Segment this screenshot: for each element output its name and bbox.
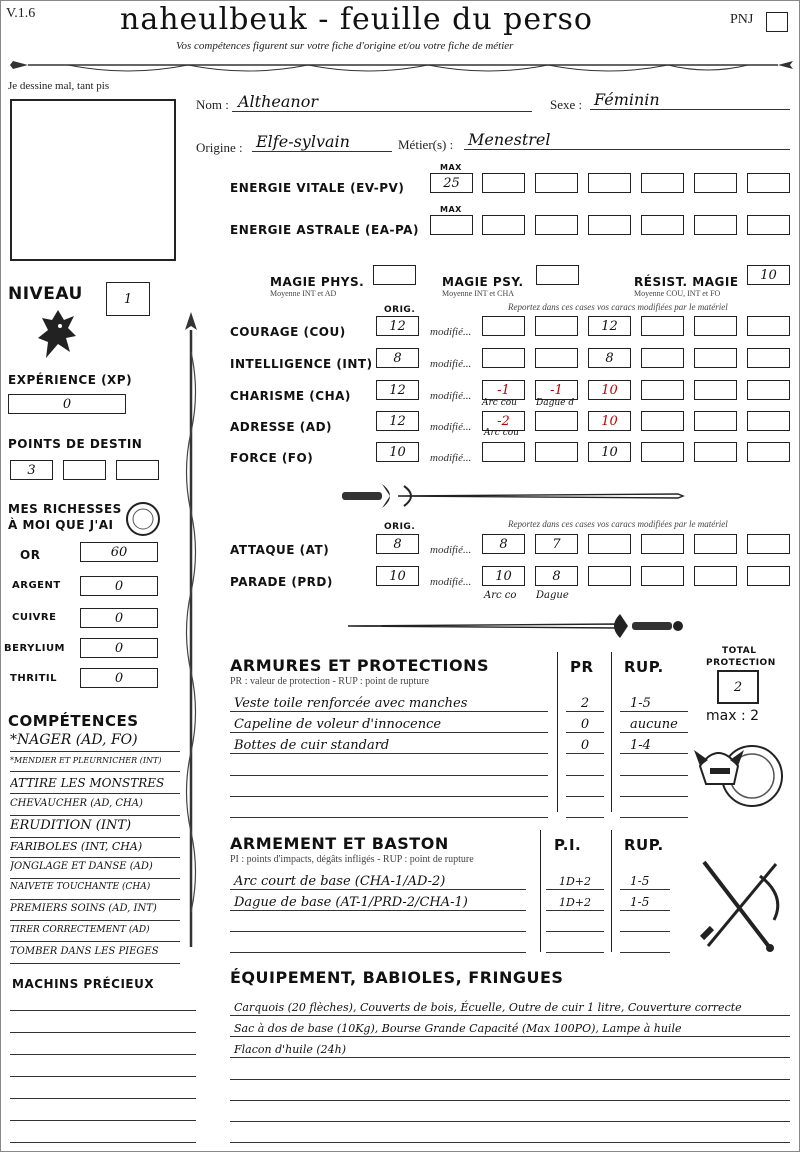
- arme-pi[interactable]: [546, 933, 604, 953]
- armures-col-sep: [557, 652, 558, 812]
- armure-rup[interactable]: [620, 756, 688, 776]
- prd-mod-2[interactable]: 8: [535, 566, 578, 586]
- armure-pr[interactable]: [566, 777, 604, 797]
- cou-mod-5[interactable]: [694, 316, 737, 336]
- ea-box-4[interactable]: [588, 215, 631, 235]
- page-subtitle: Vos compétences figurent sur votre fiche d'origine et/ou votre fiche de métier: [176, 40, 514, 52]
- ea-label: ENERGIE ASTRALE (EA-PA): [230, 223, 419, 237]
- thritil-box[interactable]: 0: [80, 668, 158, 688]
- equipement-line[interactable]: Sac à dos de base (10Kg), Bourse Grande Capacité (Max 100PO), Lampe à huile: [230, 1017, 790, 1037]
- armure-rup[interactable]: 1-4: [620, 734, 688, 754]
- resist-magie-label: RÉSIST. MAGIE: [634, 275, 739, 289]
- arme-rup[interactable]: [620, 933, 670, 953]
- machins-line[interactable]: [10, 993, 196, 1011]
- cou-mod-4[interactable]: [641, 316, 684, 336]
- at-mod-4[interactable]: [641, 534, 684, 554]
- magie-psy-box[interactable]: [536, 265, 579, 285]
- magie-psy-label: MAGIE PSY.: [442, 275, 524, 289]
- cha-orig-box[interactable]: 12: [376, 380, 419, 400]
- dragon-icon: [36, 306, 80, 364]
- berylium-box[interactable]: 0: [80, 638, 158, 658]
- combat-report-note: Reportez dans ces cases vos caracs modifiées par le matériel: [508, 519, 728, 529]
- cou-label: COURAGE (COU): [230, 325, 346, 339]
- armures-rup-header: RUP.: [624, 658, 664, 676]
- sexe-label: Sexe :: [550, 97, 583, 112]
- fo-final[interactable]: 10: [588, 442, 631, 462]
- destin-box-1[interactable]: 3: [10, 460, 53, 480]
- prd-mod-3[interactable]: [588, 566, 631, 586]
- machins-line[interactable]: [10, 1103, 196, 1121]
- at-mod-2[interactable]: 7: [535, 534, 578, 554]
- helmet-shield-icon: [690, 726, 790, 822]
- ad-mod-2[interactable]: [535, 411, 578, 431]
- armement-sub: PI : points d'impacts, dégâts infligés - RUP : point de rupture: [230, 854, 474, 865]
- niveau-label: NIVEAU: [8, 284, 83, 304]
- ad-orig-box[interactable]: 12: [376, 411, 419, 431]
- ev-max-label: MAX: [440, 163, 462, 172]
- prd-orig-box[interactable]: 10: [376, 566, 419, 586]
- ea-box-6[interactable]: [694, 215, 737, 235]
- total-protection-label: TOTAL: [722, 646, 757, 656]
- armement-pi-header: P.I.: [554, 836, 582, 854]
- richesses-label-1: MES RICHESSES: [8, 502, 122, 516]
- arme-rup[interactable]: [620, 912, 670, 932]
- version: V.1.6: [6, 6, 36, 21]
- arme-pi[interactable]: 1D+2: [546, 891, 604, 911]
- magie-psy-sub: Moyenne INT et CHA: [442, 289, 515, 298]
- sexe-field[interactable]: Féminin: [590, 90, 790, 110]
- competence-item[interactable]: ÉRUDITION (INT): [10, 818, 180, 838]
- magie-phys-label: MAGIE PHYS.: [270, 275, 365, 289]
- argent-box[interactable]: 0: [80, 576, 158, 596]
- ad-modifie: modifié...: [430, 421, 472, 433]
- richesses-label-2: À MOI QUE J'AI: [8, 518, 114, 532]
- origine-field[interactable]: Elfe-sylvain: [252, 132, 392, 152]
- cha-final[interactable]: 10: [588, 380, 631, 400]
- or-label: OR: [20, 548, 41, 562]
- caracs-orig-label: ORIG.: [384, 305, 416, 315]
- machins-line[interactable]: [10, 1015, 196, 1033]
- fo-mod-2[interactable]: [535, 442, 578, 462]
- arme-row[interactable]: [230, 912, 526, 932]
- destin-box-3[interactable]: [116, 460, 159, 480]
- spear-vertical: [178, 312, 204, 952]
- total-protection-label: PROTECTION: [706, 658, 776, 668]
- spear-divider: [8, 55, 793, 79]
- ad-label: ADRESSE (AD): [230, 420, 333, 434]
- cou-final[interactable]: 12: [588, 316, 631, 336]
- competence-item[interactable]: FARIBOLES (INT, CHA): [10, 840, 180, 858]
- at-mod-6[interactable]: [747, 534, 790, 554]
- resist-magie-sub: Moyenne COU, INT et FO: [634, 289, 721, 298]
- ea-box[interactable]: [430, 215, 473, 235]
- equipement-line[interactable]: [230, 1060, 790, 1080]
- ev-box-7[interactable]: [747, 173, 790, 193]
- competence-item[interactable]: TIRER CORRECTEMENT (AD): [10, 925, 180, 942]
- ev-label: ENERGIE VITALE (EV-PV): [230, 181, 405, 195]
- equipement-line[interactable]: [230, 1123, 790, 1143]
- int-mod-5[interactable]: [694, 348, 737, 368]
- armure-row[interactable]: [230, 777, 548, 797]
- prd-mod-1[interactable]: 10: [482, 566, 525, 586]
- equipement-title: ÉQUIPEMENT, BABIOLES, FRINGUES: [230, 968, 564, 987]
- resist-magie-box[interactable]: 10: [747, 265, 790, 285]
- ea-box-5[interactable]: [641, 215, 684, 235]
- cuivre-label: CUIVRE: [12, 612, 57, 623]
- sword-icon: [338, 608, 688, 644]
- cha-mod-1[interactable]: -1: [482, 380, 525, 400]
- cou-mod-1[interactable]: [482, 316, 525, 336]
- cha-mod-5[interactable]: [694, 380, 737, 400]
- armures-sub: PR : valeur de protection - RUP : point de rupture: [230, 676, 430, 687]
- magie-phys-sub: Moyenne INT et AD: [270, 289, 337, 298]
- cou-mod-2[interactable]: [535, 316, 578, 336]
- prd-mod-6[interactable]: [747, 566, 790, 586]
- competence-item[interactable]: CHEVAUCHER (AD, CHA): [10, 798, 180, 816]
- at-modifie: modifié...: [430, 544, 472, 556]
- ad-mod-6[interactable]: [747, 411, 790, 431]
- prd-mod-4[interactable]: [641, 566, 684, 586]
- ev-box-5[interactable]: [641, 173, 684, 193]
- fo-orig-box[interactable]: 10: [376, 442, 419, 462]
- combat-note-2: Dague: [536, 590, 569, 601]
- cuivre-box[interactable]: 0: [80, 608, 158, 628]
- arme-pi[interactable]: [546, 912, 604, 932]
- combat-orig-label: ORIG.: [384, 522, 416, 532]
- at-mod-1[interactable]: 8: [482, 534, 525, 554]
- or-box[interactable]: 60: [80, 542, 158, 562]
- cha-mod-4[interactable]: [641, 380, 684, 400]
- thritil-label: THRITIL: [10, 673, 58, 684]
- cha-label: CHARISME (CHA): [230, 389, 351, 403]
- at-orig-box[interactable]: 8: [376, 534, 419, 554]
- armement-title: ARMEMENT ET BASTON: [230, 834, 449, 853]
- armure-pr[interactable]: 2: [566, 692, 604, 712]
- int-modifie: modifié...: [430, 358, 472, 370]
- armure-row[interactable]: [230, 798, 548, 818]
- armement-col-sep: [540, 830, 541, 952]
- at-label: ATTAQUE (AT): [230, 543, 330, 557]
- armures-title: ARMURES ET PROTECTIONS: [230, 656, 489, 675]
- cha-mod-2[interactable]: -1: [535, 380, 578, 400]
- ad-mod-4[interactable]: [641, 411, 684, 431]
- caracs-report-note: Reportez dans ces cases vos caracs modifiées par le matériel: [508, 302, 728, 312]
- arme-pi[interactable]: 1D+2: [546, 870, 604, 890]
- ea-max-label: MAX: [440, 205, 462, 214]
- ea-box-2[interactable]: [482, 215, 525, 235]
- weapons-icon: [690, 856, 790, 956]
- at-mod-3[interactable]: [588, 534, 631, 554]
- page-title: naheulbeuk - feuille du perso: [120, 2, 593, 37]
- pnj-checkbox[interactable]: [766, 12, 788, 32]
- ad-final[interactable]: 10: [588, 411, 631, 431]
- armures-col-sep: [611, 652, 612, 812]
- cou-mod-6[interactable]: [747, 316, 790, 336]
- armure-pr[interactable]: 0: [566, 713, 604, 733]
- combat-note-1: Arc co: [484, 590, 517, 601]
- armure-pr[interactable]: [566, 798, 604, 818]
- ad-mod-5[interactable]: [694, 411, 737, 431]
- competence-item[interactable]: JONGLAGE ET DANSE (AD): [10, 861, 180, 879]
- machins-line[interactable]: [10, 1037, 196, 1055]
- at-mod-5[interactable]: [694, 534, 737, 554]
- sword-icon: [338, 478, 688, 514]
- pnj-label: PNJ: [730, 12, 754, 27]
- armure-pr[interactable]: [566, 756, 604, 776]
- ev-box-6[interactable]: [694, 173, 737, 193]
- ev-box-4[interactable]: [588, 173, 631, 193]
- argent-label: ARGENT: [12, 580, 61, 591]
- fo-mod-4[interactable]: [641, 442, 684, 462]
- competence-item[interactable]: *NAGER (AD, FO): [10, 732, 180, 752]
- ad-mod-1[interactable]: -2: [482, 411, 525, 431]
- competence-item[interactable]: *MENDIER ET PLEURNICHER (INT): [10, 756, 180, 772]
- int-mod-4[interactable]: [641, 348, 684, 368]
- total-protection-box[interactable]: 2: [717, 670, 759, 704]
- competence-item[interactable]: ATTIRE LES MONSTRES: [10, 776, 180, 794]
- machins-line[interactable]: [10, 1059, 196, 1077]
- cou-modifie: modifié...: [430, 326, 472, 338]
- arme-rup[interactable]: 1-5: [620, 870, 670, 890]
- equipement-line[interactable]: [230, 1081, 790, 1101]
- ev-box-3[interactable]: [535, 173, 578, 193]
- machins-title: MACHINS PRÉCIEUX: [12, 977, 155, 991]
- armure-pr[interactable]: 0: [566, 734, 604, 754]
- niveau-box[interactable]: 1: [106, 282, 150, 316]
- magie-phys-box[interactable]: [373, 265, 416, 285]
- armure-rup[interactable]: [620, 777, 688, 797]
- total-protection-max: max : 2: [706, 708, 760, 724]
- destin-label: POINTS DE DESTIN: [8, 437, 143, 451]
- int-orig-box[interactable]: 8: [376, 348, 419, 368]
- xp-label: EXPÉRIENCE (XP): [8, 373, 133, 387]
- int-final[interactable]: 8: [588, 348, 631, 368]
- cou-orig-box[interactable]: 12: [376, 316, 419, 336]
- arme-row[interactable]: [230, 933, 526, 953]
- portrait-label: Je dessine mal, tant pis: [8, 80, 110, 92]
- cha-modifie: modifié...: [430, 390, 472, 402]
- metier-label: Métier(s) :: [398, 137, 454, 152]
- metier-field[interactable]: Menestrel: [464, 130, 790, 150]
- berylium-label: BERYLIUM: [4, 643, 66, 654]
- nom-label: Nom :: [196, 97, 229, 112]
- portrait-box[interactable]: [10, 99, 176, 261]
- int-label: INTELLIGENCE (INT): [230, 357, 373, 371]
- arme-rup[interactable]: 1-5: [620, 891, 670, 911]
- armure-rup[interactable]: aucune: [620, 713, 688, 733]
- equipement-line[interactable]: Carquois (20 flèches), Couverts de bois, Écuelle, Outre de cuir 1 litre, Couverture correcte: [230, 996, 790, 1016]
- int-mod-1[interactable]: [482, 348, 525, 368]
- coin-icon: [124, 500, 162, 538]
- equipement-line[interactable]: Flacon d'huile (24h): [230, 1038, 790, 1058]
- ev-box-2[interactable]: [482, 173, 525, 193]
- ea-box-3[interactable]: [535, 215, 578, 235]
- prd-label: PARADE (PRD): [230, 575, 333, 589]
- int-mod-2[interactable]: [535, 348, 578, 368]
- fo-mod-1[interactable]: [482, 442, 525, 462]
- ea-box-7[interactable]: [747, 215, 790, 235]
- ev-box[interactable]: 25: [430, 173, 473, 193]
- machins-line[interactable]: [10, 1081, 196, 1099]
- armement-col-sep: [611, 830, 612, 952]
- prd-modifie: modifié...: [430, 576, 472, 588]
- armement-rup-header: RUP.: [624, 836, 664, 854]
- armure-row[interactable]: Capeline de voleur d'innocence: [230, 713, 548, 733]
- equipement-line[interactable]: [230, 1102, 790, 1122]
- armure-rup[interactable]: [620, 798, 688, 818]
- machins-line[interactable]: [10, 1125, 196, 1143]
- cha-mod-6[interactable]: [747, 380, 790, 400]
- cha-note-1: Arc cou: [482, 398, 517, 408]
- competence-item[interactable]: NAÏVETÉ TOUCHANTE (CHA): [10, 882, 180, 900]
- fo-modifie: modifié...: [430, 452, 472, 464]
- xp-box[interactable]: 0: [8, 394, 126, 414]
- destin-box-2[interactable]: [63, 460, 106, 480]
- arme-row[interactable]: Arc court de base (CHA-1/AD-2): [230, 870, 526, 890]
- armure-row[interactable]: Veste toile renforcée avec manches: [230, 692, 548, 712]
- competences-title: COMPÉTENCES: [8, 712, 139, 730]
- cha-note-2: Dague d: [536, 398, 575, 408]
- competence-item[interactable]: PREMIERS SOINS (AD, INT): [10, 903, 180, 921]
- armure-row[interactable]: Bottes de cuir standard: [230, 734, 548, 754]
- prd-mod-5[interactable]: [694, 566, 737, 586]
- armures-pr-header: PR: [570, 658, 594, 676]
- competence-item[interactable]: TOMBER DANS LES PIÈGES: [10, 946, 180, 964]
- arme-row[interactable]: Dague de base (AT-1/PRD-2/CHA-1): [230, 891, 526, 911]
- fo-mod-6[interactable]: [747, 442, 790, 462]
- armure-row[interactable]: [230, 756, 548, 776]
- armure-rup[interactable]: 1-5: [620, 692, 688, 712]
- fo-mod-5[interactable]: [694, 442, 737, 462]
- int-mod-6[interactable]: [747, 348, 790, 368]
- ad-note-1: Arc cou: [484, 428, 519, 438]
- nom-field[interactable]: Altheanor: [232, 92, 532, 112]
- origine-label: Origine :: [196, 140, 243, 155]
- fo-label: FORCE (FO): [230, 451, 314, 465]
